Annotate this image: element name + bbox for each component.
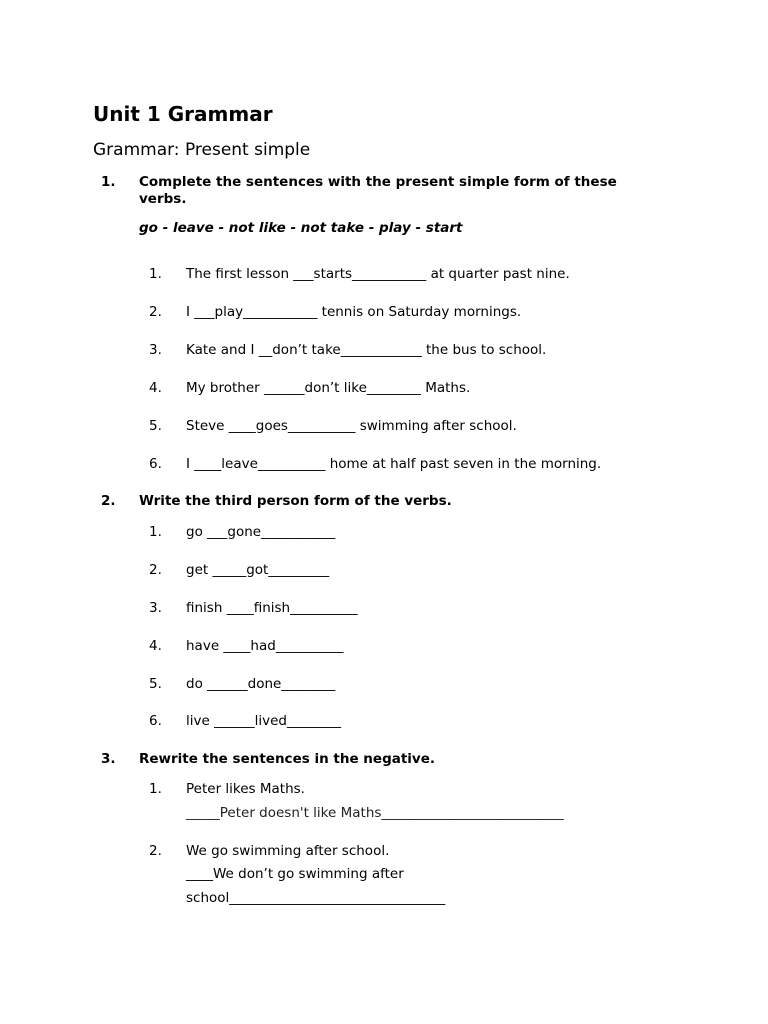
negative-answer-line-2: school________________________________ bbox=[186, 890, 446, 906]
verb-answer: finish ____finish__________ bbox=[186, 600, 358, 616]
item-number: 3. bbox=[149, 342, 162, 358]
exercise-sentence: Kate and I __don’t take____________ the bus to school. bbox=[186, 342, 547, 358]
exercise-sentence: We go swimming after school. bbox=[186, 843, 390, 859]
page-subtitle: Grammar: Present simple bbox=[93, 140, 311, 160]
exercise-sentence: Steve ____goes__________ swimming after school. bbox=[186, 418, 517, 434]
item-number: 2. bbox=[149, 562, 162, 578]
item-number: 2. bbox=[149, 843, 162, 859]
exercise-sentence: The first lesson ___starts___________ at quarter past nine. bbox=[186, 266, 570, 282]
exercise-sentence: I ___play___________ tennis on Saturday mornings. bbox=[186, 304, 522, 320]
verb-answer: live ______lived________ bbox=[186, 713, 341, 729]
verb-answer: go ___gone___________ bbox=[186, 524, 336, 540]
item-number: 2. bbox=[149, 304, 162, 320]
item-number: 4. bbox=[149, 638, 162, 654]
section-instruction: Complete the sentences with the present simple form of these verbs. bbox=[139, 174, 617, 207]
page-title: Unit 1 Grammar bbox=[93, 102, 273, 126]
section-instruction: Write the third person form of the verbs. bbox=[139, 493, 452, 509]
item-number: 3. bbox=[149, 600, 162, 616]
section-number: 2. bbox=[101, 493, 116, 509]
item-number: 1. bbox=[149, 266, 162, 282]
item-number: 6. bbox=[149, 713, 162, 729]
section-number: 1. bbox=[101, 174, 116, 190]
item-number: 5. bbox=[149, 418, 162, 434]
verb-answer: do ______done________ bbox=[186, 676, 336, 692]
negative-answer: _____Peter doesn't like Maths___________________________ bbox=[186, 805, 564, 821]
exercise-sentence: My brother ______don’t like________ Maths. bbox=[186, 380, 471, 396]
section-number: 3. bbox=[101, 751, 116, 767]
item-number: 6. bbox=[149, 456, 162, 472]
verb-answer: have ____had__________ bbox=[186, 638, 344, 654]
verb-answer: get _____got_________ bbox=[186, 562, 330, 578]
negative-answer-line-1: ____We don’t go swimming after bbox=[186, 866, 404, 882]
exercise-sentence: I ____leave__________ home at half past seven in the morning. bbox=[186, 456, 602, 472]
item-number: 1. bbox=[149, 524, 162, 540]
exercise-sentence: Peter likes Maths. bbox=[186, 781, 305, 797]
item-number: 5. bbox=[149, 676, 162, 692]
section-instruction: Rewrite the sentences in the negative. bbox=[139, 751, 436, 767]
item-number: 1. bbox=[149, 781, 162, 797]
item-number: 4. bbox=[149, 380, 162, 396]
word-bank: go - leave - not like - not take - play - start bbox=[139, 220, 463, 236]
